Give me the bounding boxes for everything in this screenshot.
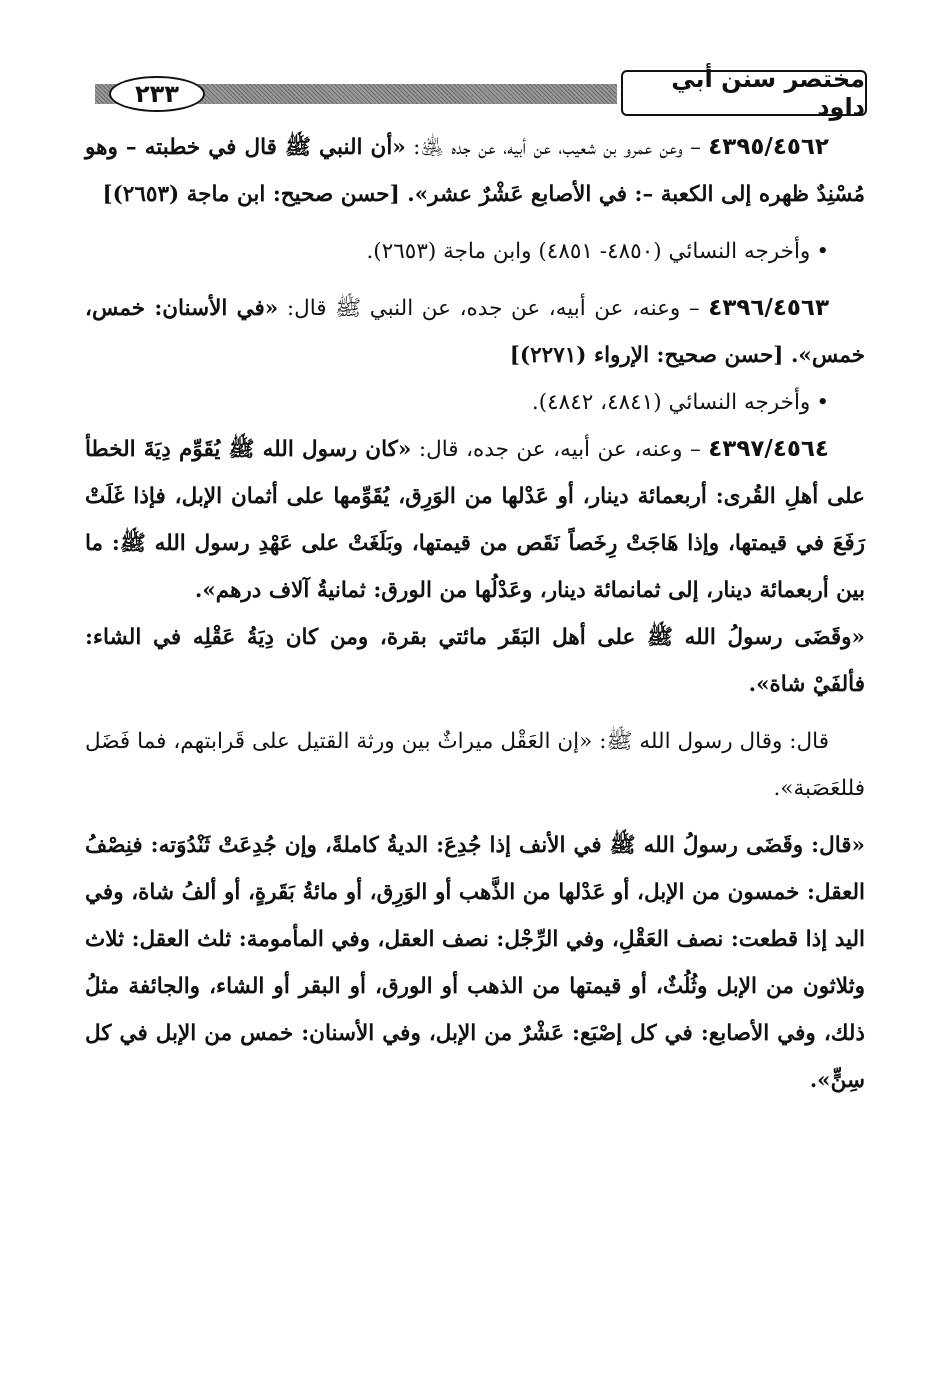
page-header — [95, 65, 867, 122]
hadith-entry — [85, 426, 865, 614]
hadith-intro: – وعنه، عن أبيه، عن جده، عن النبي ﷺ قال: — [278, 296, 700, 321]
takhrij-text: وأخرجه النسائي (٤٨٤١، ٤٨٤٢). — [531, 390, 811, 415]
hadith-number: ٤٣٩٧/٤٥٦٤ — [708, 436, 829, 462]
paragraph: «قال: وقَضَى رسولُ الله ﷺ في الأنف إذا جُدِعَ: الديةُ كاملةً، وإن جُدِعَتْ ثَنْدُوَته: فنِصْفُ العقل: خمسون من الإبل، أو عَدْلها من الذَّهب أو الوَرِق، أو مائةُ بَقَرةٍ، أو ألفُ شاة، وفي اليد إذا قطعت: نصف العَقْلِ، وفي الرِّجْل: نصف العقل، وفي المأمومة: ثلث العقل: ثلاث وثلاثون من الإبل وثُلُثٌ، أو قيمتها من الذهب أو الورق، أو البقر أو الشاء، والجائفة مثلُ ذلك، وفي الأصابع: في كل إصْبَع: عَشْرٌ من الإبل، وفي الأسنان: خمس من الإبل في كل سِنٍّ». — [85, 833, 865, 1093]
book-title: مختصر سنن أبي داود — [621, 70, 867, 116]
paragraph: «وقَضَى رسولُ الله ﷺ على أهل البَقَر مائتي بقرة، ومن كان دِيَةُ عَقْلِه في الشاء: فألفَيْ شاة». — [85, 625, 865, 697]
takhrij-text: وأخرجه النسائي (٤٨٥٠- ٤٨٥١) وابن ماجة (٢٦٥٣). — [366, 239, 811, 264]
hadith-intro: – وعنه، عن أبيه، عن جده، قال: — [411, 437, 701, 462]
takhrij-line — [85, 228, 865, 275]
takhrij-line — [85, 379, 865, 426]
hadith-entry — [85, 124, 865, 218]
hadith-text: «كان رسول الله ﷺ يُقَوِّم دِيَةَ الخطأ على أهلِ القُرى: أربعمائة دينار، أو عَدْلها من الوَرِق، يُقَوِّمها على أثمان الإبل، فإذا غَلَتْ رَفَعَ في قيمتها، وإذا هَاجَتْ رِخَصاً نَقَص من قيمتها، وبَلَغَتْ على عَهْدِ رسول الله ﷺ: ما بين أربعمائة دينار، إلى ثمانمائة دينار، وعَدْلُها من الورق: ثمانيةُ آلاف درهم». — [85, 437, 865, 603]
hadith-entry — [85, 285, 865, 379]
page-number: ٢٣٣ — [109, 76, 205, 112]
page-content — [85, 124, 865, 1104]
hadith-intro: – وعن عمرو بن شعيب، عن أبيه، عن جده ﵁: — [405, 135, 701, 160]
hadith-number: ٤٣٩٥/٤٥٦٢ — [708, 134, 829, 160]
bullet-icon: • — [816, 239, 829, 264]
hadith-text: «أن النبي ﷺ قال في خطبته – وهو مُسْنِدٌ ظهره إلى الكعبة –: في الأصابع عَشْرٌ عشر». [حسن صحيح: ابن ماجة (٢٦٥٣)] — [85, 135, 865, 207]
bullet-icon: • — [816, 390, 829, 415]
paragraph: قال: وقال رسول الله ﷺ: «إن العَقْل ميراثٌ بين ورثة القتيل على قَرابتهم، فما فَضَل فللعَصَبة». — [85, 729, 865, 801]
hadith-number: ٤٣٩٦/٤٥٦٣ — [708, 295, 829, 321]
hadith-text: «في الأسنان: خمس، خمس». [حسن صحيح: الإرواء (٢٢٧١)] — [85, 296, 865, 368]
